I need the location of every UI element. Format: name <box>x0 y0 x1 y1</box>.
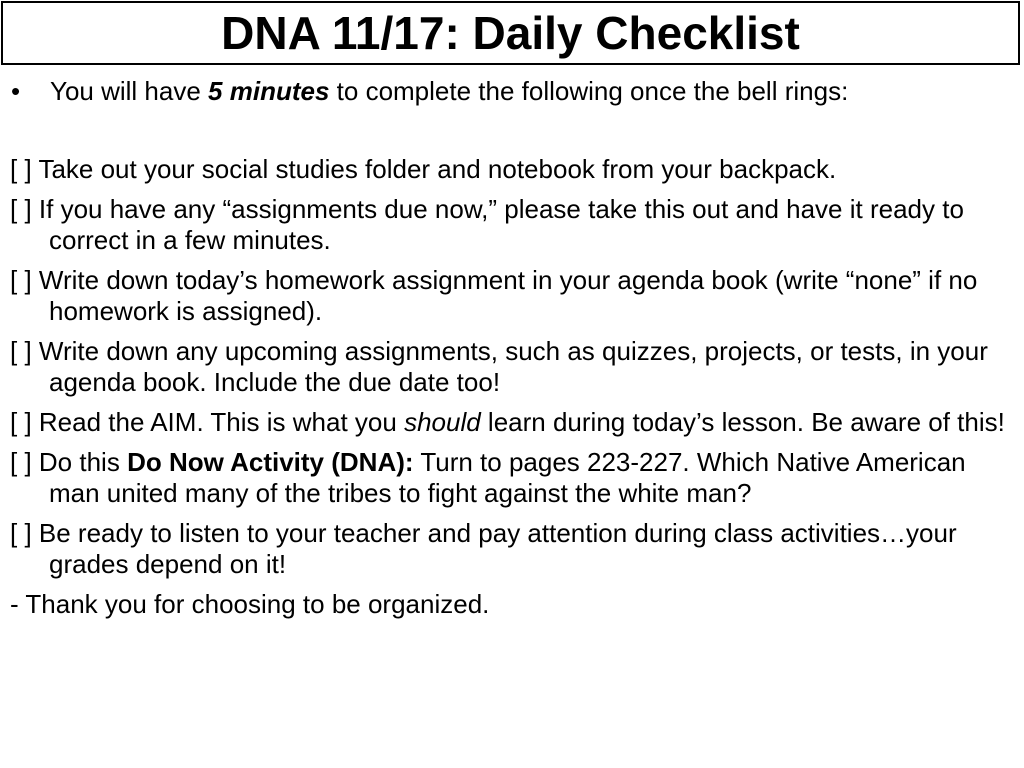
checkbox-icon: [ ] <box>10 154 32 184</box>
checklist-item <box>0 518 1019 580</box>
intro-line <box>0 76 1024 107</box>
closing-line: - Thank you for choosing to be organized. <box>10 589 490 619</box>
title-box <box>1 1 1020 65</box>
intro-emphasis: 5 minutes <box>208 76 330 106</box>
checklist-item <box>0 407 1019 438</box>
checklist-item <box>0 154 1019 185</box>
checklist-item-text-before: Read the AIM. This is what you <box>38 407 397 437</box>
checklist-item-text-after: Turn to pages 223-227. Which Native American man united many of the tribes to fight against the white man? <box>49 447 966 508</box>
checkbox-icon: [ ] <box>10 518 32 548</box>
checkbox-icon: [ ] <box>10 336 32 366</box>
checklist-item <box>0 194 1019 256</box>
checklist-item <box>0 265 1019 327</box>
checklist-item-text: Be ready to listen to your teacher and pay attention during class activities…your grades depend on it! <box>38 518 957 579</box>
slide-content <box>0 76 1024 620</box>
checklist-item-text-after: learn during today’s lesson. Be aware of this! <box>487 407 1005 437</box>
slide-title: DNA 11/17: Daily Checklist <box>221 7 800 59</box>
checklist-item-text-before: Do this <box>38 447 120 477</box>
checklist-item <box>0 336 1019 398</box>
checklist-item-text: Write down any upcoming assignments, such as quizzes, projects, or tests, in your agenda book. Include the due date too! <box>38 336 988 397</box>
intro-text-after: to complete the following once the bell rings: <box>336 76 849 106</box>
checkbox-icon: [ ] <box>10 194 32 224</box>
checkbox-icon: [ ] <box>10 407 32 437</box>
checklist-item-emphasis: should <box>404 407 481 437</box>
checkbox-icon: [ ] <box>10 447 32 477</box>
spacer <box>0 107 1024 154</box>
checklist-item-strong: Do Now Activity (DNA): <box>127 447 414 477</box>
checklist-item <box>0 447 1019 509</box>
checklist-item-text: Write down today’s homework assignment in your agenda book (write “none” if no homework is assigned). <box>38 265 978 326</box>
intro-text-before: You will have <box>50 76 201 106</box>
checklist-item-text: If you have any “assignments due now,” please take this out and have it ready to correct in a few minutes. <box>38 194 964 255</box>
checkbox-icon: [ ] <box>10 265 32 295</box>
checklist-item-text: Take out your social studies folder and notebook from your backpack. <box>38 154 837 184</box>
bullet-icon: • <box>11 76 21 106</box>
